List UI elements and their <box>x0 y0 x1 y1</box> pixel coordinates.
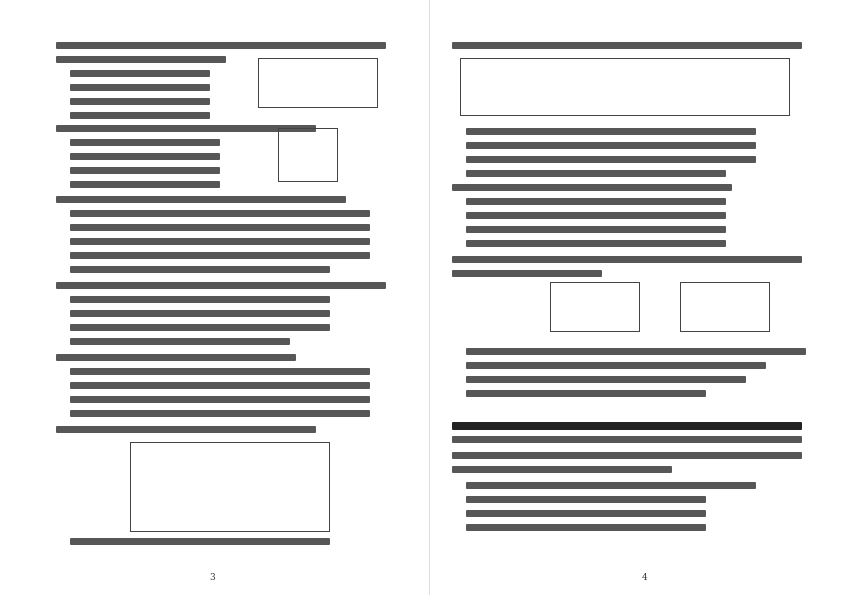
text-line <box>70 238 370 245</box>
text-line <box>70 410 370 417</box>
text-line <box>56 426 316 433</box>
text-line <box>70 181 220 188</box>
text-line <box>56 354 296 361</box>
text-line <box>70 266 330 273</box>
text-line <box>56 125 316 132</box>
text-line <box>70 210 370 217</box>
text-line <box>70 324 330 331</box>
text-line <box>452 184 732 191</box>
text-line <box>70 382 370 389</box>
text-line <box>466 390 706 397</box>
text-line <box>70 153 220 160</box>
text-line <box>466 156 756 163</box>
text-line <box>466 128 756 135</box>
text-line <box>452 256 802 263</box>
text-line <box>466 226 726 233</box>
text-line <box>70 167 220 174</box>
text-line <box>56 282 386 289</box>
text-line <box>70 310 330 317</box>
co2-chart <box>258 58 378 108</box>
text-line <box>452 270 602 277</box>
text-line <box>452 466 672 473</box>
text-line <box>466 348 806 355</box>
text-line <box>466 198 726 205</box>
chloroplast-diagram <box>130 442 330 532</box>
text-line <box>466 170 726 177</box>
text-line <box>70 296 330 303</box>
photosynthesis-chart-1 <box>550 282 640 332</box>
page-number: 4 <box>642 573 648 583</box>
text-line <box>452 42 802 49</box>
text-line <box>466 142 756 149</box>
text-line <box>70 338 290 345</box>
text-line <box>70 70 210 77</box>
text-line <box>70 538 330 545</box>
text-line <box>56 196 346 203</box>
text-line <box>466 482 756 489</box>
text-line <box>56 42 386 49</box>
text-line <box>452 452 802 459</box>
text-line <box>466 376 746 383</box>
photosynthesis-chart-2 <box>680 282 770 332</box>
text-line <box>70 252 370 259</box>
text-line <box>466 212 726 219</box>
text-line <box>452 436 802 443</box>
membrane-diagram <box>460 58 790 116</box>
text-line <box>56 56 226 63</box>
text-line <box>70 224 370 231</box>
section-heading <box>452 422 802 430</box>
text-line <box>466 362 766 369</box>
cell-diagram <box>278 128 338 182</box>
text-line <box>70 368 370 375</box>
text-line <box>70 396 370 403</box>
text-line <box>466 510 706 517</box>
text-line <box>70 112 210 119</box>
right-page <box>430 0 860 595</box>
text-line <box>466 496 706 503</box>
page-number: 3 <box>210 573 216 583</box>
text-line <box>70 98 210 105</box>
text-line <box>70 139 220 146</box>
text-line <box>466 524 706 531</box>
text-line <box>466 240 726 247</box>
text-line <box>70 84 210 91</box>
